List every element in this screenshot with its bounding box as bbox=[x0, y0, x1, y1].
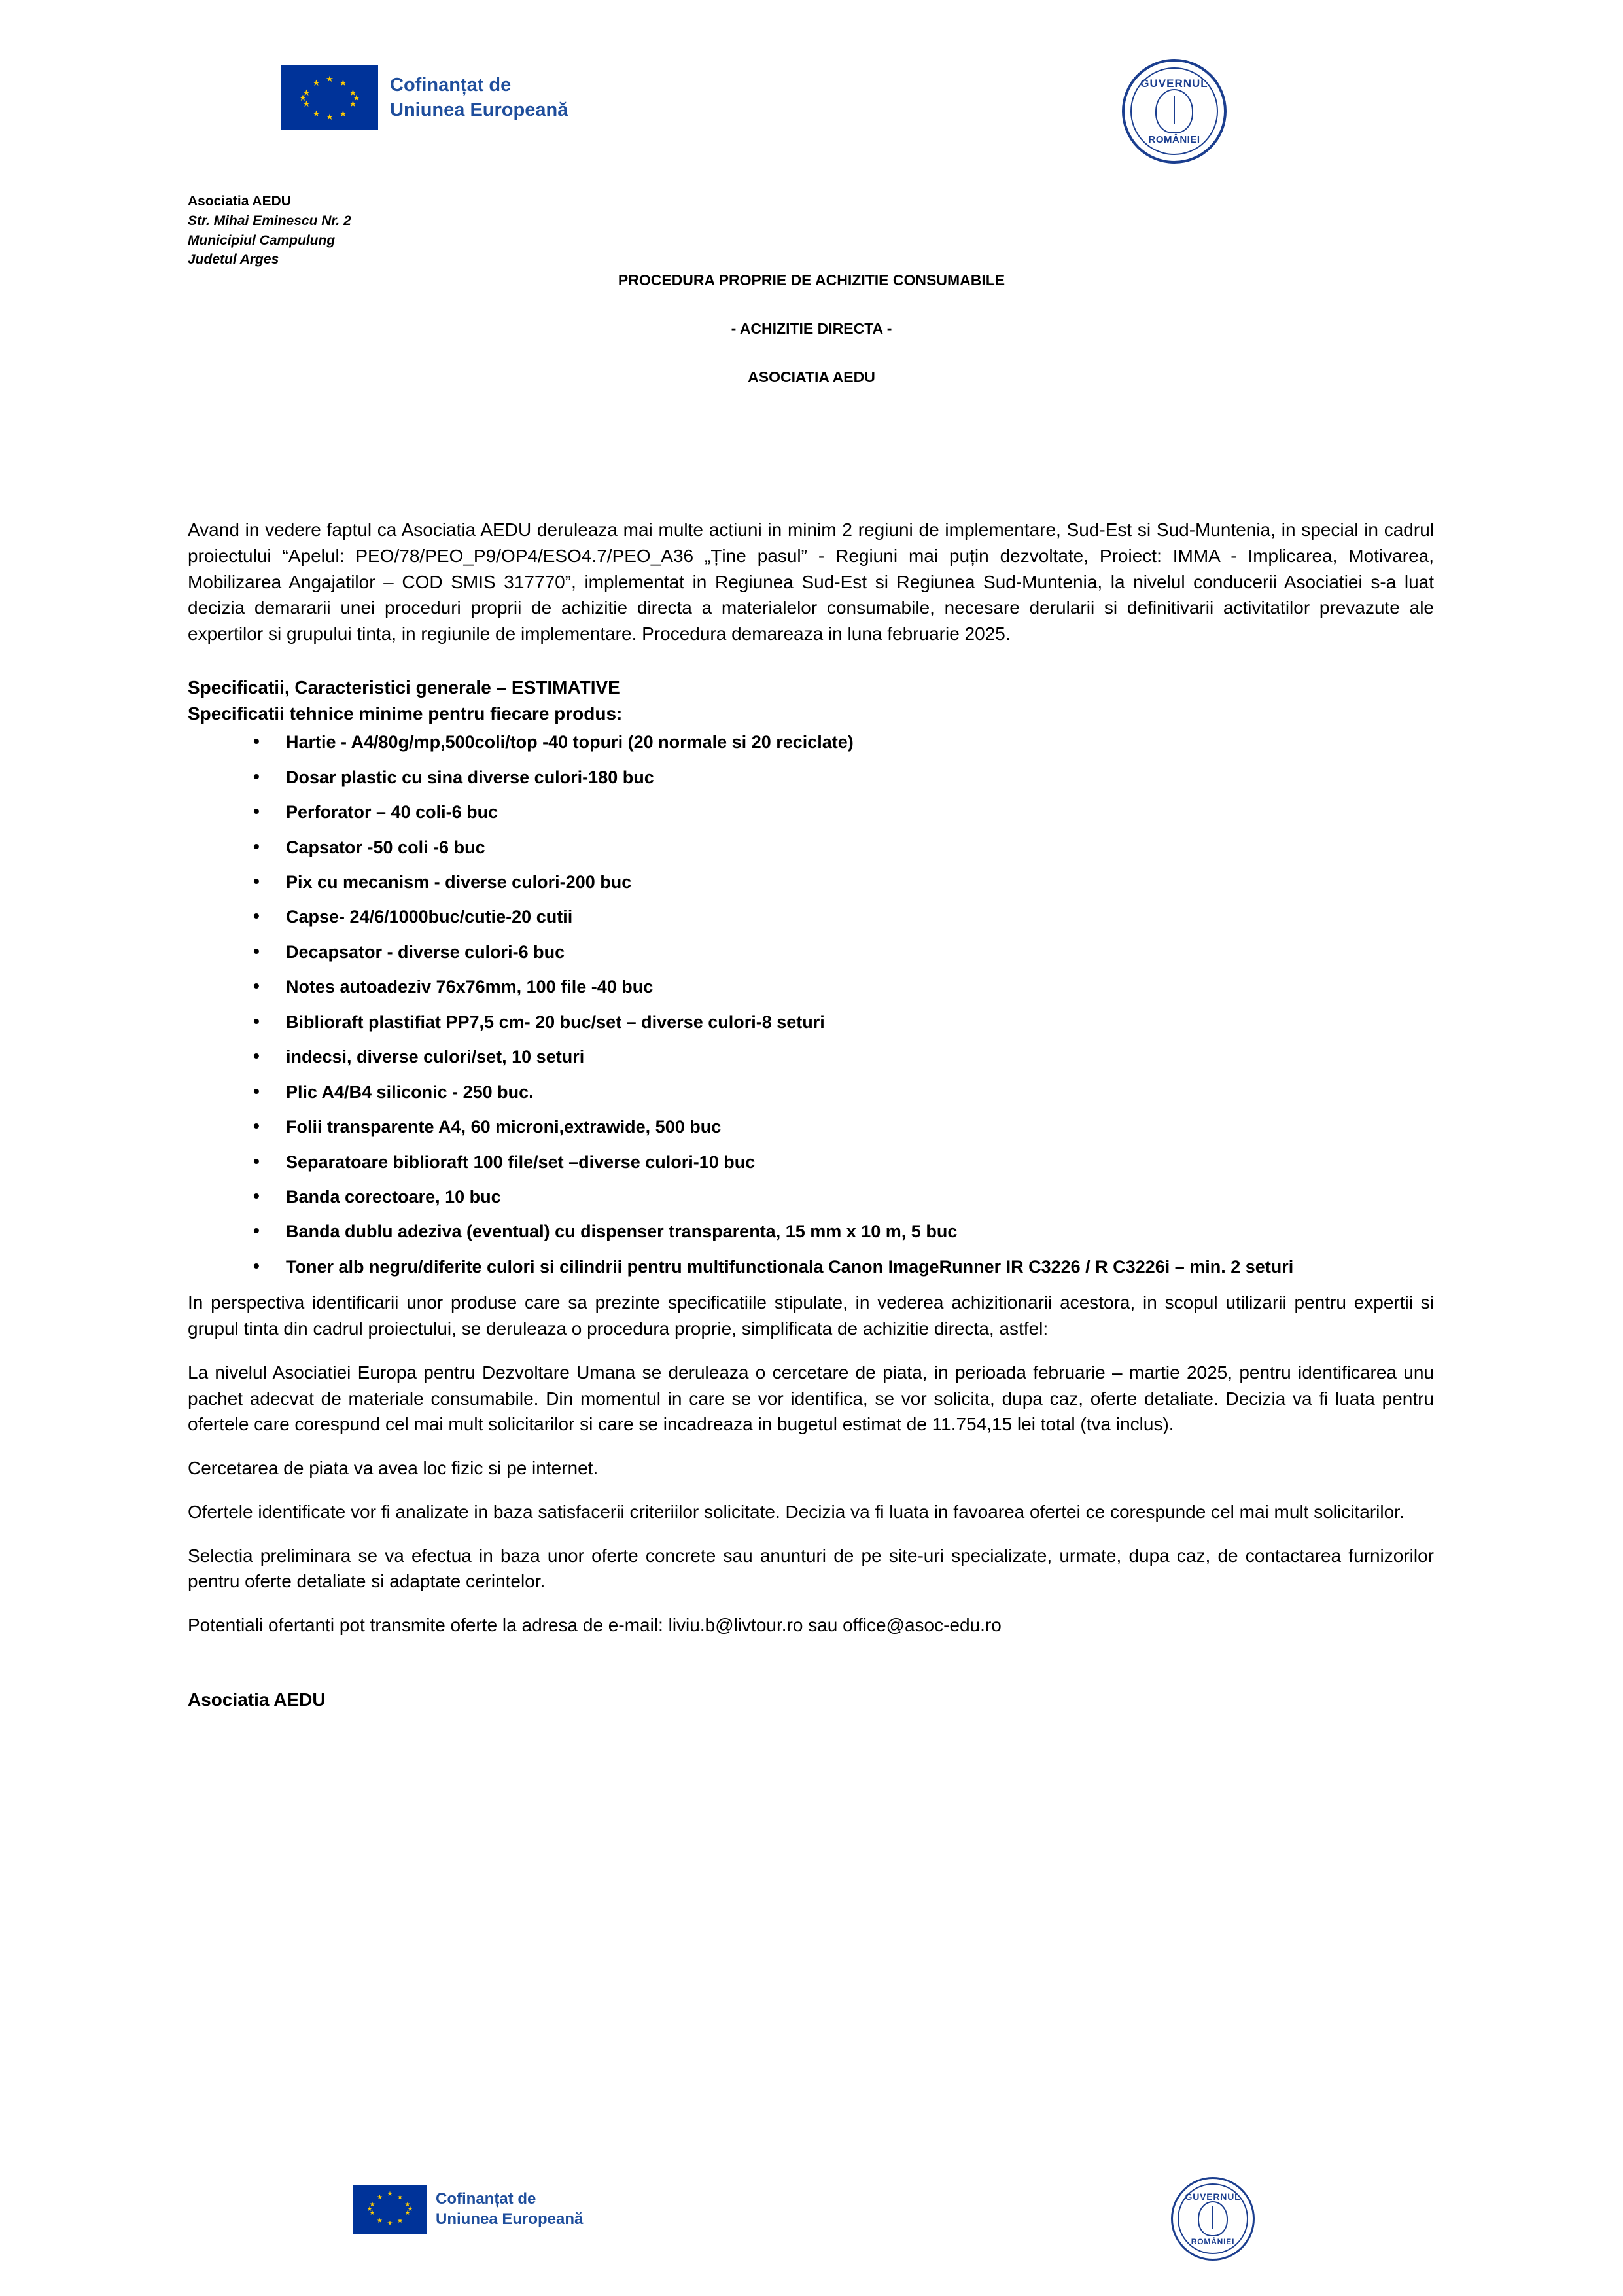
paragraph-preliminary-selection: Selectia preliminara se va efectua in baza unor oferte concrete sau anunturi de pe site-uri specializate, urmate, dupa caz, de contactarea furnizorilor pentru oferte detaliate si adaptate cerintelor. bbox=[188, 1545, 1434, 1592]
list-item: • Capsator -50 coli -6 buc bbox=[188, 836, 1434, 859]
subtitle-organization: ASOCIATIA AEDU bbox=[748, 368, 875, 385]
document-body bbox=[188, 517, 1434, 1710]
address-line-county: Judetul Arges bbox=[188, 252, 279, 268]
paragraph-offer-analysis: Ofertele identificate vor fi analizate in baza satisfacerii criteriilor solicitate. Decizia va fi luata in favoarea ofertei ce corespunde cel mai mult solicitarilor. bbox=[188, 1501, 1405, 1522]
list-item: • Plic A4/B4 siliconic - 250 buc. bbox=[188, 1080, 1434, 1104]
list-item: • Capse- 24/6/1000buc/cutie-20 cutii bbox=[188, 905, 1434, 928]
list-item: • Toner alb negru/diferite culori si cilindrii pentru multifunctionala Canon ImageRunner IR C3226 / R C3226i – min. 2 seturi bbox=[188, 1255, 1434, 1279]
list-item: • Biblioraft plastifiat PP7,5 cm- 20 buc/set – diverse culori-8 seturi bbox=[188, 1010, 1434, 1034]
paragraph-contact-email: Potentiali ofertanti pot transmite oferte la adresa de e-mail: liviu.b@livtour.ro sau office@asoc-edu.ro bbox=[188, 1615, 1002, 1635]
paragraph-research-location: Cercetarea de piata va avea loc fizic si pe internet. bbox=[188, 1458, 599, 1478]
sender-address-block bbox=[188, 192, 351, 270]
address-line-street: Str. Mihai Eminescu Nr. 2 bbox=[188, 213, 351, 228]
seal-footer-emblem bbox=[1198, 2201, 1228, 2236]
page-title: PROCEDURA PROPRIE DE ACHIZITIE CONSUMABILE bbox=[618, 272, 1005, 289]
seal-footer-top-text: GUVERNUL bbox=[1185, 2191, 1241, 2202]
list-item: • Pix cu mecanism - diverse culori-200 buc bbox=[188, 870, 1434, 894]
address-line-organization: Asociatia AEDU bbox=[188, 194, 291, 209]
eu-cofinanced-logo-footer bbox=[353, 2185, 583, 2234]
eu-flag-icon-footer: ★ ★ ★ ★ ★ ★ ★ ★ ★ ★ ★ ★ bbox=[353, 2185, 427, 2234]
eu-logo-text bbox=[390, 73, 568, 122]
eu-flag-icon: ★ ★ ★ ★ ★ ★ ★ ★ ★ ★ ★ ★ bbox=[281, 65, 378, 130]
list-item: • Banda dublu adeziva (eventual) cu dispenser transparenta, 15 mm x 10 m, 5 buc bbox=[188, 1220, 1434, 1243]
signature-block: Asociatia AEDU bbox=[188, 1689, 326, 1710]
list-item: • Banda corectoare, 10 buc bbox=[188, 1185, 1434, 1209]
footer-logos bbox=[0, 2172, 1623, 2270]
address-line-city: Municipiul Campulung bbox=[188, 232, 336, 248]
list-item: • Hartie - A4/80g/mp,500coli/top -40 topuri (20 normale si 20 reciclate) bbox=[188, 730, 1434, 754]
intro-paragraph: Avand in vedere faptul ca Asociatia AEDU deruleaza mai multe actiuni in minim 2 regiuni de implementare, Sud-Est si Sud-Muntenia, in special in cadrul proiectului “Apelul: PEO/78/PEO_P9/OP4/ESO4.7/PEO_A36 „Ține pasul” - Regiuni mai puțin dezvoltate, Proiect: IMMA - Implicarea, Motivarea, Mobilizarea Angajatilor – COD SMIS 317770”, implementat in Regiunea Sud-Est si Regiunea Sud-Muntenia, la nivelul conducerii Asociatiei s-a luat decizia demararii unei proceduri proprii de achizitie directa a materialelor consumabile, necesare derularii si definitivarii activitatilor prevazute ale expertilor si grupului tinta, in regiunile de implementare. Procedura demareaza in luna februarie 2025. bbox=[188, 520, 1434, 644]
paragraph-procedure-purpose: In perspectiva identificarii unor produse care sa prezinte specificatiile stipulate, in vederea achizitionarii acestora, in scopul utilizarii pentru expertii si grupul tinta din cadrul proiectului, se deruleaza o procedura proprie, simplificata de achizitie directa, astfel: bbox=[188, 1292, 1434, 1339]
romanian-government-logo-footer bbox=[1171, 2177, 1255, 2261]
eu-logo-text-footer bbox=[436, 2189, 583, 2229]
specifications-list bbox=[188, 730, 1434, 1279]
list-item: • indecsi, diverse culori/set, 10 seturi bbox=[188, 1045, 1434, 1069]
specifications-heading-technical: Specificatii tehnice minime pentru fiecare produs: bbox=[188, 703, 623, 724]
header-logos bbox=[0, 59, 1623, 177]
list-item: • Separatoare biblioraft 100 file/set –diverse culori-10 buc bbox=[188, 1150, 1434, 1174]
subtitle-procedure-type: - ACHIZITIE DIRECTA - bbox=[731, 320, 892, 337]
eu-logo-line1: Cofinanțat de bbox=[390, 75, 512, 96]
government-seal-icon-footer bbox=[1171, 2177, 1255, 2261]
list-item: • Perforator – 40 coli-6 buc bbox=[188, 800, 1434, 824]
list-item: • Folii transparente A4, 60 microni,extrawide, 500 buc bbox=[188, 1115, 1434, 1139]
specifications-heading-general: Specificatii, Caracteristici generale – ESTIMATIVE bbox=[188, 677, 620, 698]
seal-top-text: GUVERNUL bbox=[1140, 77, 1208, 90]
government-seal-icon bbox=[1122, 59, 1227, 164]
seal-bottom-text: ROMÂNIEI bbox=[1148, 134, 1200, 145]
list-item: • Dosar plastic cu sina diverse culori-180 buc bbox=[188, 766, 1434, 789]
seal-emblem bbox=[1155, 89, 1193, 133]
list-item: • Notes autoadeziv 76x76mm, 100 file -40 buc bbox=[188, 975, 1434, 998]
list-item: • Decapsator - diverse culori-6 buc bbox=[188, 940, 1434, 964]
romanian-government-logo bbox=[1122, 59, 1227, 164]
eu-cofinanced-logo bbox=[281, 65, 568, 130]
seal-footer-bottom-text: ROMÂNIEI bbox=[1191, 2237, 1235, 2246]
eu-logo-footer-line2: Uniunea Europeană bbox=[436, 2210, 584, 2228]
eu-logo-line2: Uniunea Europeană bbox=[390, 99, 568, 120]
paragraph-market-research: La nivelul Asociatiei Europa pentru Dezvoltare Umana se deruleaza o cercetare de piata, in perioada februarie – martie 2025, pentru identificarea unu pachet adecvat de materiale consumabile. Din momentul in care se vor identifica, se vor solicita, dupa caz, oferte detaliate. Decizia va fi luata pentru ofertele care corespund cel mai mult solicitarilor si care se incadreaza in bugetul estimat de 11.754,15 lei total (tva inclus). bbox=[188, 1362, 1434, 1435]
document-titles bbox=[0, 272, 1623, 386]
eu-logo-footer-line1: Cofinanțat de bbox=[436, 2189, 536, 2208]
